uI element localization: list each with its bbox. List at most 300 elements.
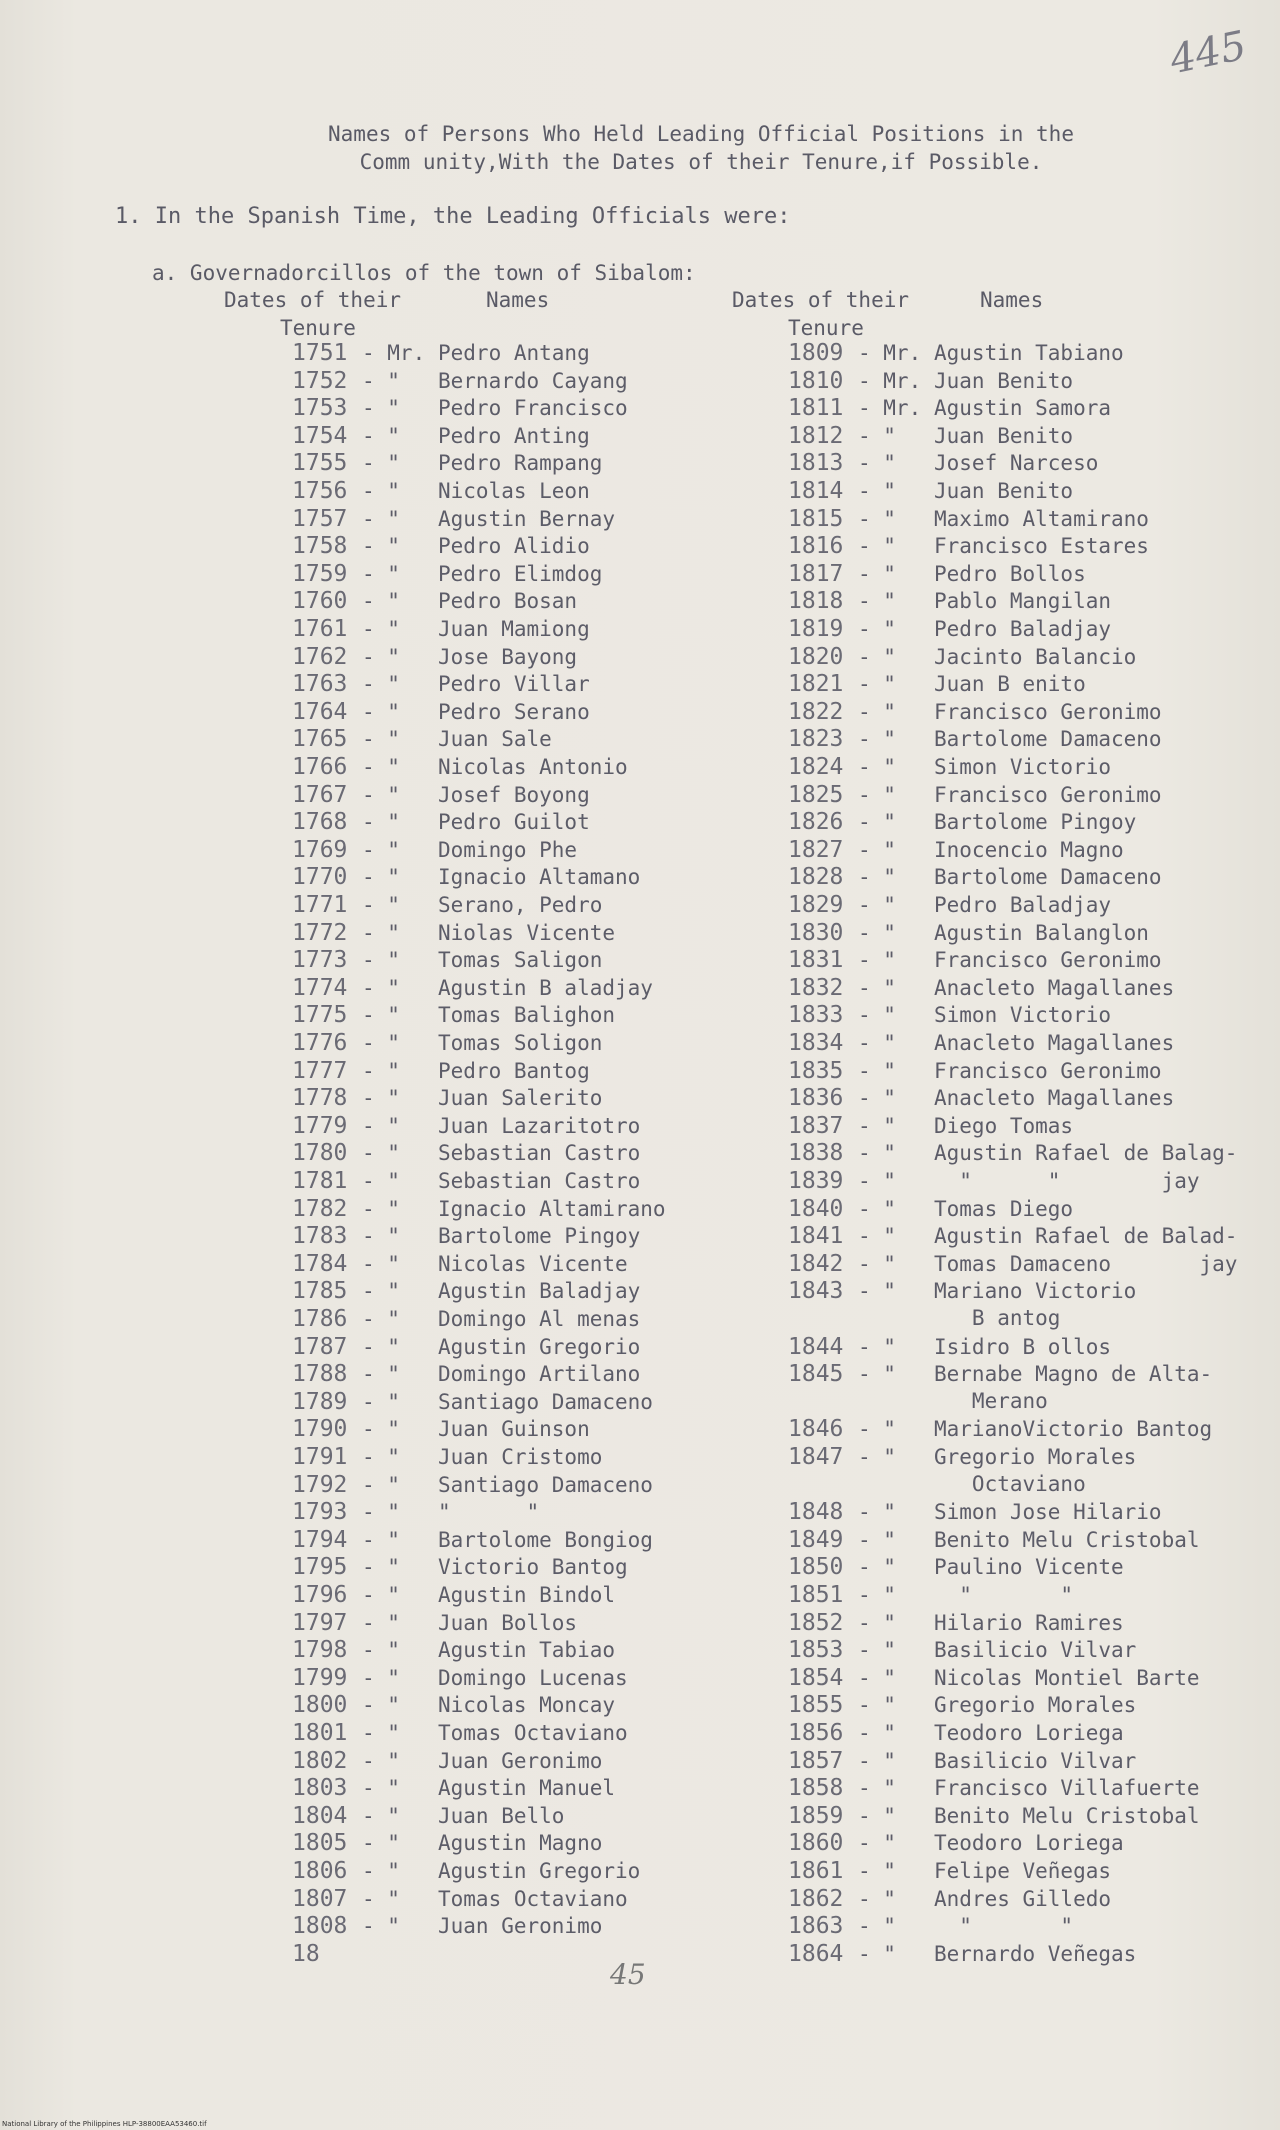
tenure-row <box>788 368 1073 394</box>
left-dates-header: Dates of their <box>224 288 402 312</box>
tenure-year: 1800 <box>292 1692 348 1719</box>
tenure-title-mark: - " <box>858 1776 896 1801</box>
tenure-title-mark: - " <box>858 1555 896 1580</box>
tenure-row <box>292 920 615 946</box>
official-name: Juan Mamiong <box>438 617 590 641</box>
official-name: Sebastian Castro <box>438 1169 641 1193</box>
official-name: Francisco Villafuerte <box>934 1776 1200 1801</box>
official-name: Agustin B aladjay <box>438 975 653 1000</box>
tenure-year: 1759 <box>292 560 348 587</box>
official-name: Domingo Al menas <box>438 1307 641 1331</box>
tenure-title-mark: - " <box>858 1638 896 1663</box>
tenure-year: 1813 <box>788 450 844 477</box>
tenure-year: 1791 <box>292 1444 348 1470</box>
official-name: " " jay <box>934 1169 1200 1193</box>
tenure-row <box>788 837 1124 863</box>
official-name: Maximo Altamirano <box>934 506 1149 531</box>
tenure-year: 1815 <box>788 505 844 532</box>
tenure-title-mark: - " <box>362 1279 400 1304</box>
subsection-heading: a. Governadorcillos of the town of Sibalom: <box>152 261 696 285</box>
tenure-row <box>788 892 1111 918</box>
tenure-title-mark: - " <box>858 755 896 779</box>
tenure-row <box>788 1113 1073 1139</box>
tenure-row <box>788 1140 1237 1166</box>
tenure-title-mark: - " <box>362 1721 400 1745</box>
tenure-year: 1785 <box>292 1278 348 1305</box>
tenure-year: 1774 <box>292 974 348 1001</box>
tenure-row <box>788 1030 1174 1056</box>
tenure-title-mark: - " <box>858 1803 896 1828</box>
tenure-title-mark: - " <box>362 975 400 1000</box>
tenure-year: 1799 <box>292 1664 348 1691</box>
tenure-title-mark: - " <box>362 1141 400 1166</box>
tenure-title-mark: - " <box>362 782 400 807</box>
official-name: Tomas Soligon <box>438 1031 603 1055</box>
tenure-row <box>292 1085 602 1111</box>
tenure-title-mark: - " <box>362 617 400 641</box>
official-name: Hilario Ramires <box>934 1610 1124 1635</box>
tenure-title-mark: - " <box>858 1527 896 1552</box>
section-heading: 1. In the Spanish Time, the Leading Officials were: <box>115 204 791 229</box>
tenure-title-mark: - " <box>858 1058 896 1083</box>
tenure-year: 1769 <box>292 836 348 863</box>
tenure-row <box>292 1306 640 1332</box>
tenure-title-mark: - " <box>362 1500 400 1525</box>
official-name: Agustin Rafael de Balag- <box>934 1141 1238 1166</box>
tenure-year: 1768 <box>292 809 348 836</box>
official-name: Juan Benito <box>934 368 1074 393</box>
tenure-year: 1807 <box>292 1885 348 1912</box>
official-name: Nicolas Moncay <box>438 1693 616 1718</box>
tenure-row <box>788 1775 1200 1801</box>
tenure-title-mark: - " <box>858 1748 896 1773</box>
tenure-title-mark: - " <box>858 727 896 752</box>
tenure-year: 1770 <box>292 864 348 891</box>
tenure-row <box>292 892 602 918</box>
tenure-row <box>788 975 1174 1001</box>
tenure-year: 1864 <box>788 1940 844 1967</box>
tenure-year: 1779 <box>292 1112 348 1139</box>
tenure-year: 1784 <box>292 1250 348 1277</box>
tenure-year: 1862 <box>788 1885 844 1912</box>
tenure-year: 1814 <box>788 478 844 504</box>
tenure-year: 1850 <box>788 1554 844 1581</box>
tenure-year: 1823 <box>788 726 844 753</box>
tenure-year: 1852 <box>788 1609 844 1636</box>
official-name: Pedro Baladjay <box>934 893 1112 917</box>
tenure-year: 1798 <box>292 1637 348 1664</box>
official-name: Francisco Geronimo <box>934 1058 1162 1083</box>
tenure-row <box>788 1002 1111 1028</box>
tenure-row <box>292 395 628 421</box>
tenure-year: 1753 <box>292 395 348 422</box>
tenure-title-mark: - " <box>858 1196 896 1221</box>
official-name: Juan Lazaritotro <box>438 1113 641 1138</box>
tenure-row <box>292 1361 640 1387</box>
tenure-row <box>292 1416 590 1442</box>
official-name: Bartolome Damaceno <box>934 865 1162 890</box>
tenure-title-mark: - " <box>858 506 896 531</box>
tenure-year: 1824 <box>788 754 844 780</box>
tenure-year: 1840 <box>788 1195 844 1222</box>
tenure-year: 1792 <box>292 1471 348 1498</box>
tenure-year: 1760 <box>292 588 348 615</box>
official-name: Agustin Magno <box>438 1831 603 1856</box>
tenure-row <box>292 1251 628 1277</box>
tenure-title-mark: - " <box>362 1086 400 1111</box>
official-name: Francisco Geronimo <box>934 948 1162 973</box>
tenure-title-mark: - " <box>858 865 896 890</box>
tenure-row <box>292 1140 640 1166</box>
tenure-title-mark: - " <box>858 1113 896 1138</box>
tenure-year: 1789 <box>292 1388 348 1415</box>
tenure-year: 1844 <box>788 1333 844 1360</box>
right-tenure-header: Tenure <box>788 316 864 340</box>
tenure-title-mark: - " <box>858 1831 896 1856</box>
tenure-row <box>788 1168 1200 1194</box>
tenure-year: 1762 <box>292 643 348 670</box>
official-name: Agustin Gregorio <box>438 1334 641 1359</box>
tenure-row <box>292 1858 640 1884</box>
tenure-year: 1863 <box>788 1913 844 1940</box>
tenure-title-mark: - " <box>362 1665 400 1690</box>
tenure-year: 1756 <box>292 478 348 504</box>
tenure-year: 1766 <box>292 754 348 780</box>
tenure-year: 1761 <box>292 616 348 642</box>
official-name: Agustin Samora <box>934 396 1112 421</box>
tenure-year: 1790 <box>292 1416 348 1443</box>
official-name: " " <box>438 1500 540 1525</box>
official-name: Agustin Rafael de Balad- <box>934 1224 1238 1249</box>
official-name: Ignacio Altamirano <box>438 1196 666 1221</box>
tenure-row <box>292 1472 653 1498</box>
official-name: Agustin Balanglon <box>934 920 1149 945</box>
tenure-year: 1806 <box>292 1858 348 1884</box>
official-name: Francisco Estares <box>934 534 1149 559</box>
official-name: Pedro Francisco <box>438 396 628 421</box>
tenure-title-mark: - " <box>858 1334 896 1359</box>
tenure-title-mark: - " <box>858 1224 896 1249</box>
tenure-year: 18 <box>292 1940 320 1967</box>
tenure-year: 1853 <box>788 1637 844 1664</box>
official-name: Josef Narceso <box>934 451 1099 476</box>
tenure-row <box>292 1113 640 1139</box>
official-name: Isidro B ollos <box>934 1334 1112 1359</box>
tenure-row <box>788 423 1073 449</box>
tenure-row <box>292 644 577 670</box>
tenure-row <box>788 1499 1162 1525</box>
tenure-title-mark: - " <box>362 1748 400 1773</box>
tenure-row <box>788 1361 1212 1387</box>
tenure-year: 1836 <box>788 1085 844 1112</box>
tenure-row <box>788 450 1098 476</box>
tenure-row <box>788 616 1111 642</box>
tenure-year: 1767 <box>292 781 348 808</box>
official-name: Tomas Balighon <box>438 1003 616 1028</box>
tenure-title-mark: - " <box>362 1445 400 1469</box>
tenure-title-mark: - " <box>362 1472 400 1497</box>
tenure-title-mark: - " <box>362 672 400 697</box>
tenure-year: 1839 <box>788 1168 844 1194</box>
tenure-title-mark: - Mr. <box>362 341 426 365</box>
tenure-title-mark: - " <box>858 479 896 503</box>
official-name: " " <box>934 1583 1074 1607</box>
tenure-title-mark: - " <box>858 1583 896 1607</box>
tenure-year: 1819 <box>788 616 844 642</box>
tenure-row <box>788 671 1086 697</box>
official-name: Nicolas Antonio <box>438 755 628 779</box>
official-name: Paulino Vicente <box>934 1555 1124 1580</box>
official-name: Juan Sale <box>438 727 552 752</box>
official-name: Pedro Bollos <box>934 561 1086 586</box>
tenure-year: 1837 <box>788 1112 844 1139</box>
tenure-title-mark: - " <box>858 893 896 917</box>
official-name: Tomas Damaceno jay <box>934 1251 1238 1276</box>
tenure-row <box>788 1251 1237 1277</box>
tenure-row <box>292 616 590 642</box>
tenure-row <box>292 1196 666 1222</box>
tenure-title-mark: - " <box>362 1058 400 1083</box>
tenure-year: 1810 <box>788 367 844 394</box>
official-name: B antog <box>934 1306 1061 1330</box>
tenure-title-mark: - " <box>858 1417 896 1442</box>
tenure-title-mark: - " <box>858 1941 896 1966</box>
official-name: Diego Tomas <box>934 1113 1074 1138</box>
tenure-row <box>788 1416 1212 1442</box>
tenure-row <box>788 1913 1073 1939</box>
tenure-row <box>788 1085 1174 1111</box>
tenure-title-mark: - " <box>362 1113 400 1138</box>
tenure-year: 1849 <box>788 1526 844 1553</box>
tenure-title-mark: - " <box>362 1003 400 1028</box>
official-name: Agustin Tabiao <box>438 1638 616 1663</box>
tenure-title-mark: - " <box>858 1362 896 1387</box>
tenure-title-mark: - " <box>362 1610 400 1635</box>
tenure-title-mark: - " <box>858 920 896 945</box>
official-name: Nicolas Leon <box>438 479 590 503</box>
tenure-year: 1816 <box>788 533 844 560</box>
tenure-year: 1846 <box>788 1416 844 1443</box>
tenure-year: 1752 <box>292 367 348 394</box>
tenure-year: 1782 <box>292 1195 348 1222</box>
tenure-row <box>292 588 577 614</box>
official-name: Niolas Vicente <box>438 920 616 945</box>
official-name: Domingo Phe <box>438 837 578 862</box>
tenure-row <box>788 726 1162 752</box>
tenure-row <box>788 1196 1073 1222</box>
tenure-year: 1775 <box>292 1002 348 1029</box>
tenure-row <box>788 588 1111 614</box>
tenure-title-mark: - " <box>858 1279 896 1304</box>
tenure-title-mark: - " <box>858 1003 896 1028</box>
tenure-title-mark: - " <box>362 1914 400 1939</box>
tenure-title-mark: - " <box>362 893 400 917</box>
tenure-year: 1781 <box>292 1168 348 1194</box>
official-name: Josef Boyong <box>438 782 590 807</box>
tenure-title-mark: - " <box>362 479 400 503</box>
official-name: Santiago Damaceno <box>438 1389 653 1414</box>
official-name: Nicolas Montiel Barte <box>934 1665 1200 1690</box>
tenure-row <box>292 1444 602 1470</box>
tenure-year: 1793 <box>292 1499 348 1526</box>
official-name: Pedro Antang <box>438 341 590 365</box>
official-name: Juan B enito <box>934 672 1086 697</box>
tenure-title-mark: - " <box>858 589 896 614</box>
official-name: Simon Victorio <box>934 1003 1112 1028</box>
official-name: Agustin Baladjay <box>438 1279 641 1304</box>
official-name: Serano, Pedro <box>438 893 603 917</box>
tenure-row <box>788 754 1111 780</box>
tenure-title-mark: - " <box>362 755 400 779</box>
official-name: Pedro Bantog <box>438 1058 590 1083</box>
tenure-row <box>788 1582 1073 1608</box>
official-name: Juan Bello <box>438 1803 565 1828</box>
tenure-year: 1780 <box>292 1140 348 1167</box>
official-name: Bartolome Damaceno <box>934 727 1162 752</box>
tenure-title-mark: - " <box>858 1169 896 1193</box>
tenure-year: 1808 <box>292 1913 348 1940</box>
tenure-title-mark: - " <box>362 561 400 586</box>
official-name: Anacleto Magallanes <box>934 975 1175 1000</box>
tenure-title-mark: - " <box>858 1610 896 1635</box>
footer-source: National Library of the Philippines HLP-38800EAA53460.tif <box>2 2120 207 2128</box>
tenure-year: 1783 <box>292 1223 348 1250</box>
official-name: Juan Cristomo <box>438 1445 603 1469</box>
tenure-year: 1803 <box>292 1775 348 1802</box>
tenure-row <box>788 809 1136 835</box>
tenure-row <box>788 1637 1136 1663</box>
tenure-year: 1794 <box>292 1526 348 1553</box>
tenure-title-mark: - " <box>858 1086 896 1111</box>
tenure-year: 1843 <box>788 1278 844 1305</box>
tenure-year: 1763 <box>292 671 348 698</box>
tenure-title-mark: - " <box>362 1527 400 1552</box>
tenure-row <box>292 947 602 973</box>
tenure-row <box>788 1803 1200 1829</box>
tenure-title-mark: - " <box>362 1555 400 1580</box>
tenure-row <box>292 1002 615 1028</box>
tenure-row <box>292 726 552 752</box>
tenure-row <box>292 1637 615 1663</box>
official-name: Tomas Diego <box>934 1196 1074 1221</box>
tenure-row <box>292 1720 628 1746</box>
tenure-row <box>292 1058 590 1084</box>
tenure-title-mark: - " <box>858 782 896 807</box>
tenure-title-mark: - " <box>362 1334 400 1359</box>
tenure-title-mark: - Mr. <box>858 368 922 393</box>
tenure-title-mark: - " <box>362 589 400 614</box>
tenure-year: 1795 <box>292 1554 348 1581</box>
official-name: Jose Bayong <box>438 644 578 669</box>
official-name: " " <box>934 1914 1074 1939</box>
tenure-row <box>788 1472 1086 1496</box>
tenure-row <box>292 340 590 366</box>
tenure-title-mark: - " <box>858 672 896 697</box>
tenure-title-mark: - " <box>362 1583 400 1607</box>
tenure-year: 1828 <box>788 864 844 891</box>
official-name: Andres Gilledo <box>934 1886 1112 1911</box>
tenure-title-mark: - " <box>858 837 896 862</box>
tenure-title-mark: - " <box>362 1362 400 1387</box>
tenure-title-mark: - " <box>362 1031 400 1055</box>
tenure-year: 1820 <box>788 643 844 670</box>
tenure-title-mark: - " <box>362 368 400 393</box>
official-name: Pedro Elimdog <box>438 561 603 586</box>
tenure-title-mark: - " <box>858 1500 896 1525</box>
tenure-title-mark: - " <box>858 1914 896 1939</box>
tenure-title-mark: - " <box>858 1693 896 1718</box>
tenure-row <box>292 754 628 780</box>
tenure-title-mark: - " <box>362 1196 400 1221</box>
tenure-year: 1765 <box>292 726 348 753</box>
tenure-row <box>788 1554 1124 1580</box>
official-name: Pedro Rampang <box>438 451 603 476</box>
official-name: Ignacio Altamano <box>438 865 641 890</box>
tenure-row <box>788 1720 1124 1746</box>
tenure-year: 1856 <box>788 1720 844 1746</box>
official-name: Teodoro Loriega <box>934 1831 1124 1856</box>
tenure-title-mark: - " <box>858 1251 896 1276</box>
tenure-row <box>788 395 1111 421</box>
tenure-row <box>788 533 1149 559</box>
official-name: Pedro Baladjay <box>934 617 1112 641</box>
tenure-year: 1758 <box>292 533 348 560</box>
tenure-title-mark: - Mr. <box>858 396 922 421</box>
tenure-title-mark: - " <box>858 644 896 669</box>
official-name: Santiago Damaceno <box>438 1472 653 1497</box>
tenure-row <box>788 1334 1111 1360</box>
tenure-year: 1857 <box>788 1747 844 1774</box>
official-name: Juan Salerito <box>438 1086 603 1111</box>
official-name: Bernardo Cayang <box>438 368 628 393</box>
tenure-row <box>292 1665 628 1691</box>
tenure-title-mark: - " <box>858 534 896 559</box>
official-name: Benito Melu Cristobal <box>934 1527 1200 1552</box>
right-dates-header: Dates of their <box>732 288 910 312</box>
tenure-year: 1811 <box>788 395 844 422</box>
official-name: MarianoVictorio Bantog <box>934 1417 1213 1442</box>
official-name: Bartolome Bongiog <box>438 1527 653 1552</box>
tenure-row <box>788 1278 1136 1304</box>
official-name: Bartolome Pingoy <box>438 1224 641 1249</box>
tenure-row <box>292 1830 602 1856</box>
tenure-title-mark: - " <box>362 451 400 476</box>
tenure-year: 1851 <box>788 1582 844 1608</box>
title-line-2: Comm unity,With the Dates of their Tenure,if Possible. <box>359 150 1043 174</box>
official-name: Bartolome Pingoy <box>934 810 1137 835</box>
tenure-title-mark: - " <box>858 1141 896 1166</box>
tenure-row <box>292 506 615 532</box>
official-name: Anacleto Magallanes <box>934 1086 1175 1111</box>
tenure-year: 1773 <box>292 947 348 974</box>
tenure-year: 1834 <box>788 1030 844 1056</box>
tenure-title-mark: - " <box>362 1389 400 1414</box>
official-name: Juan Benito <box>934 423 1074 448</box>
tenure-row <box>788 340 1124 366</box>
tenure-title-mark: - " <box>362 396 400 421</box>
tenure-title-mark: - " <box>362 506 400 531</box>
official-name: Juan Guinson <box>438 1417 590 1442</box>
tenure-year: 1860 <box>788 1830 844 1857</box>
tenure-row <box>788 506 1149 532</box>
tenure-row <box>788 947 1162 973</box>
tenure-row <box>788 1692 1136 1718</box>
tenure-year: 1832 <box>788 974 844 1001</box>
tenure-year: 1796 <box>292 1582 348 1608</box>
official-name: Tomas Octaviano <box>438 1721 628 1745</box>
tenure-year: 1776 <box>292 1030 348 1056</box>
official-name: Bernardo Veñegas <box>934 1941 1137 1966</box>
